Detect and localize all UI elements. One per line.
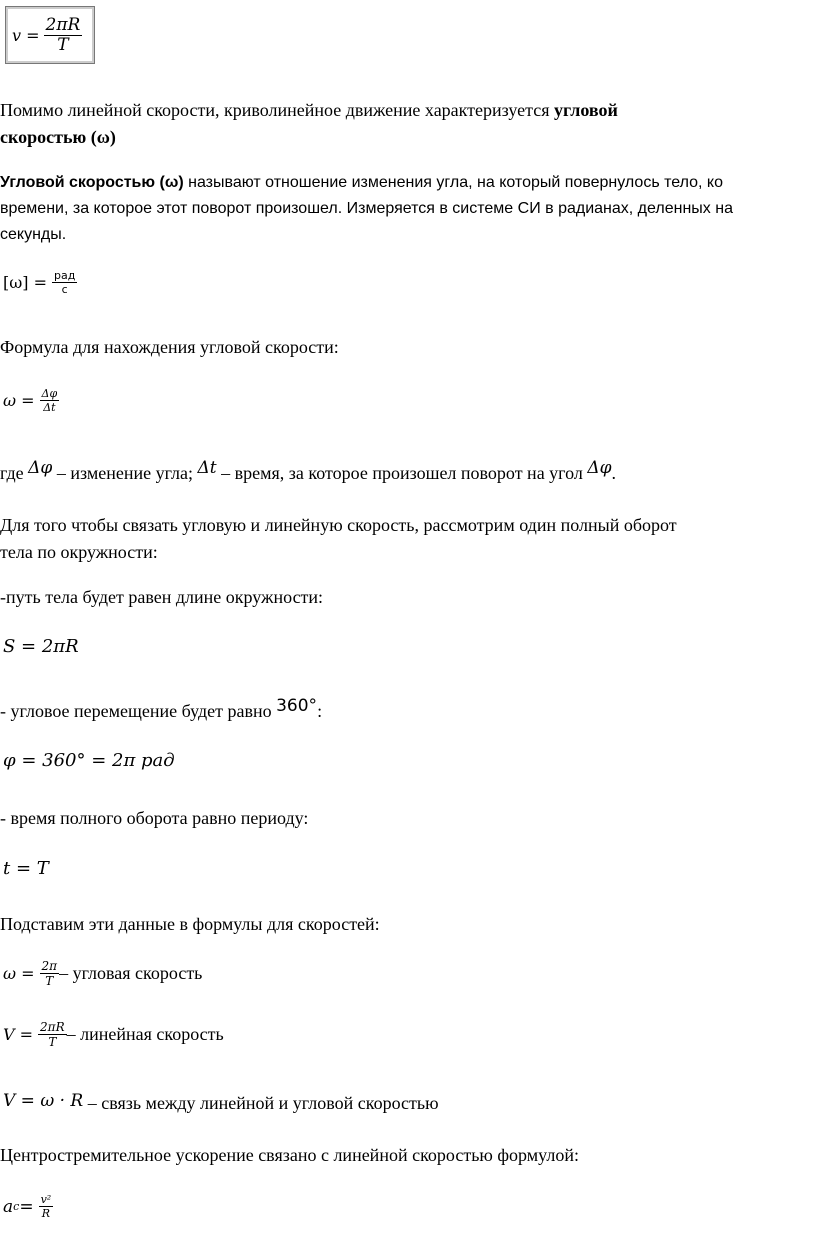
f-omega-text: – угловая скорость [59,963,203,983]
f-v-fraction [38,1021,67,1048]
p5-line2: тела по окружности: [0,542,158,562]
f-v-text: – линейная скорость [66,1024,224,1044]
formula-relation [3,1093,439,1114]
p2-line2: времени, за которое этот поворот произошел. Измеряется в системе СИ в радианах, деленных на [0,200,733,217]
formula-v-den: T [57,34,69,55]
paragraph-centripetal [0,1145,579,1166]
f-omega-den: T [45,974,54,988]
p7-end: : [317,701,323,721]
p7-sym: 360° [276,696,318,716]
unit-fraction [52,270,77,295]
f-ac-sub: c [13,1200,20,1213]
f-ac-den: R [41,1207,51,1220]
formula-phi-text: φ = 360° = 2π рад [3,750,175,771]
formula-s [3,636,79,657]
formula-v-fraction [44,14,83,55]
p3-text: Формула для нахождения угловой скорости: [0,337,339,357]
f-v-lhs: V = [3,1025,34,1044]
formula-angular-speed [3,960,202,987]
paragraph-path [0,587,323,608]
p4-t1: где [0,463,29,483]
delta-phi-1: Δφ [28,458,53,478]
unit-num: рад [54,269,76,282]
delta-t: Δt [197,458,217,478]
formula-w-num: Δφ [41,387,58,400]
delta-phi-2: Δφ [587,458,612,478]
unit-den: с [61,283,68,296]
paragraph-where [0,458,617,484]
p6-text: -путь тела будет равен длине окружности: [0,587,324,607]
f-ac-fraction [39,1194,54,1219]
p2-line3: секунды. [0,226,67,243]
p2-rest1: называют отношение изменения угла, на который повернулось тело, ко [183,174,723,191]
f-omega-fraction [40,960,60,987]
p10-text: Центростремительное ускорение связано с линейной скоростью формулой: [0,1145,579,1165]
formula-omega [3,388,59,413]
f-omega-num: 2π [41,959,58,973]
formula-centripetal [3,1194,53,1219]
p1-bold1: угловой [554,100,618,120]
formula-phi [3,750,175,771]
paragraph-angular-definition [0,170,812,248]
p9-text: Подставим эти данные в формулы для скоростей: [0,914,380,934]
formula-linear-speed [3,1021,224,1048]
paragraph-angular-intro [0,97,810,151]
p4-t4: . [611,463,617,483]
f-rel-text: – связь между линейной и угловой скоростью [83,1093,439,1113]
p8-text: - время полного оборота равно периоду: [0,808,309,828]
paragraph-period [0,808,308,829]
formula-w-lhs: ω = [3,391,35,410]
p2-bold: Угловой скоростью (ω) [0,174,184,191]
p4-t3: – время, за которое произошел поворот на угол [216,463,588,483]
f-v-den: T [48,1035,57,1049]
f-ac-num: v² [40,1193,52,1206]
formula-t-text: t = T [3,858,49,879]
formula-t [3,858,49,879]
formula-s-text: S = 2πR [3,636,79,657]
paragraph-angular-displacement [0,696,323,722]
f-rel-formula: V = ω · R [3,1091,84,1111]
formula-unit [3,270,77,295]
paragraph-substitute [0,914,380,935]
formula-v-box [5,6,95,64]
f-v-num: 2πR [40,1020,65,1034]
p1-bold2: скоростью (ω) [0,127,116,147]
paragraph-full-rotation [0,512,677,566]
p7-text: - угловое перемещение будет равно [0,701,277,721]
formula-v-num: 2πR [45,14,81,35]
formula-w-fraction [40,388,60,413]
f-omega-lhs: ω = [3,964,35,983]
p4-t2: – изменение угла; [52,463,198,483]
paragraph-formula-label [0,337,339,358]
formula-v-lhs: v = [12,25,40,45]
p1-text: Помимо линейной скорости, криволинейное движение характеризуется [0,100,555,120]
p5-line1: Для того чтобы связать угловую и линейную скорость, рассмотрим один полный оборот [0,515,677,535]
f-ac-eq: = [19,1196,34,1217]
f-ac-lhs: a [3,1196,14,1217]
formula-w-den: Δt [43,401,56,414]
unit-lhs: [ω] = [3,273,48,292]
